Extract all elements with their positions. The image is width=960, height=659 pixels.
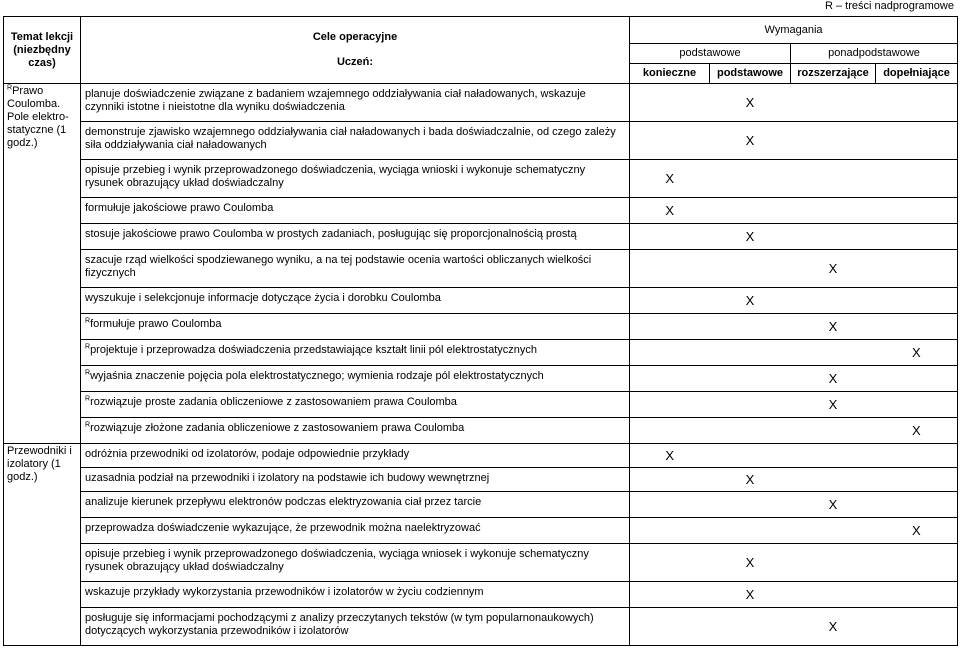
level-cell-podstawowe	[710, 250, 791, 288]
goal-text: analizuje kierunek przepływu elektronów podczas elektryzowania ciał przez tarcie	[85, 496, 482, 508]
goal-cell	[81, 608, 630, 646]
requirement-mark: X	[665, 203, 675, 218]
level-cell-rozszerzające	[791, 122, 876, 160]
requirement-mark: X	[828, 261, 838, 276]
level-cell-rozszerzające	[791, 468, 876, 492]
goal-text: odróżnia przewodniki od izolatorów, podaje odpowiednie przykłady	[85, 448, 410, 460]
level-cell-rozszerzające	[791, 84, 876, 122]
table-row	[4, 224, 958, 250]
goal-cell	[81, 468, 630, 492]
level-cell-konieczne	[630, 160, 710, 198]
header-goals-title: Cele operacyjne	[312, 31, 398, 43]
header-goals	[81, 17, 630, 84]
goal-text: posługuje się informacjami pochodzącymi z analizy przeczytanych tekstów (w tym popularnonaukowych) dotyczących wykorzystania przewodników i izolatorów	[85, 612, 594, 637]
goal-text: wskazuje przykłady wykorzystania przewodników i izolatorów w życiu codziennym	[85, 586, 484, 598]
level-cell-rozszerzające	[791, 288, 876, 314]
level-cell-konieczne	[630, 314, 710, 340]
level-cell-podstawowe	[710, 122, 791, 160]
level-cell-dopełniające	[876, 492, 958, 518]
table-row	[4, 544, 958, 582]
requirement-mark: X	[911, 345, 921, 360]
goal-text: projektuje i przeprowadza doświadczenia przedstawiające kształt linii pól elektrostatycznych	[90, 344, 538, 356]
level-cell-podstawowe	[710, 582, 791, 608]
table-row	[4, 418, 958, 444]
level-cell-podstawowe	[710, 608, 791, 646]
level-cell-podstawowe	[710, 444, 791, 468]
extra-content-marker: R	[85, 421, 91, 429]
goal-text: formułuje prawo Coulomba	[90, 318, 222, 330]
requirement-mark: X	[665, 448, 675, 463]
level-cell-podstawowe	[710, 288, 791, 314]
goal-cell	[81, 518, 630, 544]
goal-text: szacuje rząd wielkości spodziewanego wyniku, a na tej podstawie ocenia wartości obliczanych wielkości fizycznych	[85, 254, 592, 279]
level-cell-podstawowe	[710, 340, 791, 366]
level-cell-konieczne	[630, 444, 710, 468]
goal-cell	[81, 198, 630, 224]
goal-text: demonstruje zjawisko wzajemnego oddziaływania ciał naładowanych i bada doświadczalnie, od czego zależy siła oddziaływania ciał naładowanych	[85, 126, 616, 151]
level-cell-rozszerzające	[791, 392, 876, 418]
table-row	[4, 340, 958, 366]
table-header	[4, 17, 958, 84]
level-cell-dopełniające	[876, 468, 958, 492]
header-goals-sub: Uczeń:	[336, 56, 374, 68]
table-row	[4, 468, 958, 492]
goal-text: formułuje jakościowe prawo Coulomba	[85, 202, 274, 214]
goal-text: opisuje przebieg i wynik przeprowadzonego doświadczenia, wyciąga wnioski i wykonuje schematyczny rysunek obrazujący układ doświadczalny	[85, 164, 586, 189]
table-row	[4, 288, 958, 314]
level-cell-konieczne	[630, 392, 710, 418]
requirement-mark: X	[911, 423, 921, 438]
goal-text: opisuje przebieg i wynik przeprowadzonego doświadczenia, wyciąga wniosek i wykonuje schematyczny rysunek obrazujący układ doświadczalny	[85, 548, 589, 573]
level-cell-rozszerzające	[791, 518, 876, 544]
level-cell-dopełniające	[876, 314, 958, 340]
table-row	[4, 198, 958, 224]
table-row	[4, 250, 958, 288]
goal-text: rozwiązuje proste zadania obliczeniowe z zastosowaniem prawa Coulomba	[90, 396, 457, 408]
goal-cell	[81, 544, 630, 582]
requirement-mark: X	[745, 133, 755, 148]
table-row	[4, 366, 958, 392]
goal-text: przeprowadza doświadczenie wykazujące, że przewodnik można naelektryzować	[85, 522, 481, 534]
extra-content-marker: R	[85, 369, 91, 377]
table-row	[4, 314, 958, 340]
extra-content-marker: R	[85, 395, 91, 403]
level-cell-konieczne	[630, 122, 710, 160]
level-cell-rozszerzające	[791, 314, 876, 340]
level-cell-rozszerzające	[791, 224, 876, 250]
header-level-4: dopełniające	[876, 64, 958, 84]
table-row	[4, 608, 958, 646]
level-cell-podstawowe	[710, 518, 791, 544]
requirement-mark: X	[745, 587, 755, 602]
level-cell-podstawowe	[710, 468, 791, 492]
level-cell-podstawowe	[710, 160, 791, 198]
level-cell-podstawowe	[710, 492, 791, 518]
level-cell-konieczne	[630, 288, 710, 314]
level-cell-podstawowe	[710, 366, 791, 392]
level-cell-dopełniające	[876, 198, 958, 224]
goal-cell	[81, 224, 630, 250]
header-topic: Temat lekcji (niezbędny czas)	[4, 17, 81, 84]
header-extended: ponadpodstawowe	[791, 44, 958, 64]
level-cell-konieczne	[630, 518, 710, 544]
level-cell-rozszerzające	[791, 250, 876, 288]
goal-cell	[81, 444, 630, 468]
level-cell-konieczne	[630, 366, 710, 392]
goal-cell	[81, 392, 630, 418]
level-cell-dopełniające	[876, 444, 958, 468]
goal-cell	[81, 314, 630, 340]
level-cell-podstawowe	[710, 392, 791, 418]
level-cell-podstawowe	[710, 84, 791, 122]
requirement-mark: X	[745, 555, 755, 570]
level-cell-rozszerzające	[791, 582, 876, 608]
goal-cell	[81, 84, 630, 122]
level-cell-rozszerzające	[791, 366, 876, 392]
goal-cell	[81, 288, 630, 314]
level-cell-rozszerzające	[791, 418, 876, 444]
requirement-mark: X	[745, 95, 755, 110]
level-cell-dopełniające	[876, 366, 958, 392]
goal-text: uzasadnia podział na przewodniki i izolatory na podstawie ich budowy wewnętrznej	[85, 472, 490, 484]
level-cell-dopełniające	[876, 582, 958, 608]
level-cell-dopełniające	[876, 340, 958, 366]
goal-text: stosuje jakościowe prawo Coulomba w prostych zadaniach, posługując się proporcjonalnością prostą	[85, 228, 577, 240]
goal-cell	[81, 418, 630, 444]
goal-cell	[81, 492, 630, 518]
requirement-mark: X	[828, 619, 838, 634]
level-cell-konieczne	[630, 582, 710, 608]
level-cell-podstawowe	[710, 198, 791, 224]
table-row	[4, 160, 958, 198]
table-row	[4, 392, 958, 418]
table-row	[4, 122, 958, 160]
level-cell-konieczne	[630, 340, 710, 366]
goal-cell	[81, 160, 630, 198]
table-row	[4, 518, 958, 544]
extra-content-marker: R	[85, 317, 91, 325]
level-cell-dopełniające	[876, 160, 958, 198]
topic-label: Prawo Coulomba. Pole elektro-statyczne (1 godz.)	[7, 85, 69, 149]
goal-cell	[81, 122, 630, 160]
requirement-mark: X	[828, 497, 838, 512]
goal-text: planuje doświadczenie związane z badaniem wzajemnego oddziaływania ciał naładowanych, wskazuje czynniki istotne i nieistotne dla wyniku doświadczenia	[85, 88, 586, 113]
table-body	[4, 84, 958, 646]
header-level-1: konieczne	[630, 64, 710, 84]
level-cell-dopełniające	[876, 418, 958, 444]
table-row	[4, 84, 958, 122]
requirement-mark: X	[828, 397, 838, 412]
level-cell-rozszerzające	[791, 608, 876, 646]
level-cell-dopełniające	[876, 122, 958, 160]
topic-cell	[4, 84, 81, 444]
level-cell-rozszerzające	[791, 492, 876, 518]
requirement-mark: X	[911, 523, 921, 538]
level-cell-konieczne	[630, 198, 710, 224]
level-cell-podstawowe	[710, 314, 791, 340]
header-basic: podstawowe	[630, 44, 791, 64]
goal-cell	[81, 250, 630, 288]
requirement-mark: X	[745, 293, 755, 308]
level-cell-konieczne	[630, 492, 710, 518]
table-row	[4, 444, 958, 468]
requirement-mark: X	[828, 319, 838, 334]
level-cell-podstawowe	[710, 224, 791, 250]
goal-cell	[81, 582, 630, 608]
level-cell-dopełniające	[876, 544, 958, 582]
level-cell-rozszerzające	[791, 198, 876, 224]
level-cell-konieczne	[630, 608, 710, 646]
level-cell-dopełniające	[876, 608, 958, 646]
topic-label: Przewodniki i izolatory (1 godz.)	[7, 445, 72, 483]
requirement-mark: X	[745, 472, 755, 487]
level-cell-rozszerzające	[791, 544, 876, 582]
level-cell-podstawowe	[710, 544, 791, 582]
level-cell-konieczne	[630, 224, 710, 250]
extra-content-marker: R	[85, 343, 91, 351]
legend-note: R – treści nadprogramowe	[824, 0, 954, 12]
level-cell-dopełniające	[876, 288, 958, 314]
level-cell-dopełniające	[876, 84, 958, 122]
level-cell-konieczne	[630, 250, 710, 288]
level-cell-dopełniające	[876, 250, 958, 288]
level-cell-konieczne	[630, 418, 710, 444]
table-row	[4, 492, 958, 518]
topic-cell	[4, 444, 81, 646]
level-cell-dopełniające	[876, 224, 958, 250]
goal-text: wyszukuje i selekcjonuje informacje dotyczące życia i dorobku Coulomba	[85, 292, 441, 304]
requirement-mark: X	[828, 371, 838, 386]
table-row	[4, 582, 958, 608]
goal-cell	[81, 340, 630, 366]
goal-cell	[81, 366, 630, 392]
requirements-table	[3, 16, 958, 646]
requirement-mark: X	[665, 171, 675, 186]
level-cell-rozszerzające	[791, 444, 876, 468]
goal-text: rozwiązuje złożone zadania obliczeniowe z zastosowaniem prawa Coulomba	[90, 422, 465, 434]
level-cell-konieczne	[630, 468, 710, 492]
level-cell-rozszerzające	[791, 160, 876, 198]
header-requirements: Wymagania	[630, 17, 958, 44]
level-cell-rozszerzające	[791, 340, 876, 366]
level-cell-konieczne	[630, 544, 710, 582]
level-cell-podstawowe	[710, 418, 791, 444]
level-cell-dopełniające	[876, 518, 958, 544]
header-level-2: podstawowe	[710, 64, 791, 84]
header-level-3: rozszerzające	[791, 64, 876, 84]
goal-text: wyjaśnia znaczenie pojęcia pola elektrostatycznego; wymienia rodzaje pól elektrostatycznych	[90, 370, 544, 382]
requirement-mark: X	[745, 229, 755, 244]
extra-content-marker: R	[7, 84, 13, 92]
level-cell-dopełniające	[876, 392, 958, 418]
level-cell-konieczne	[630, 84, 710, 122]
